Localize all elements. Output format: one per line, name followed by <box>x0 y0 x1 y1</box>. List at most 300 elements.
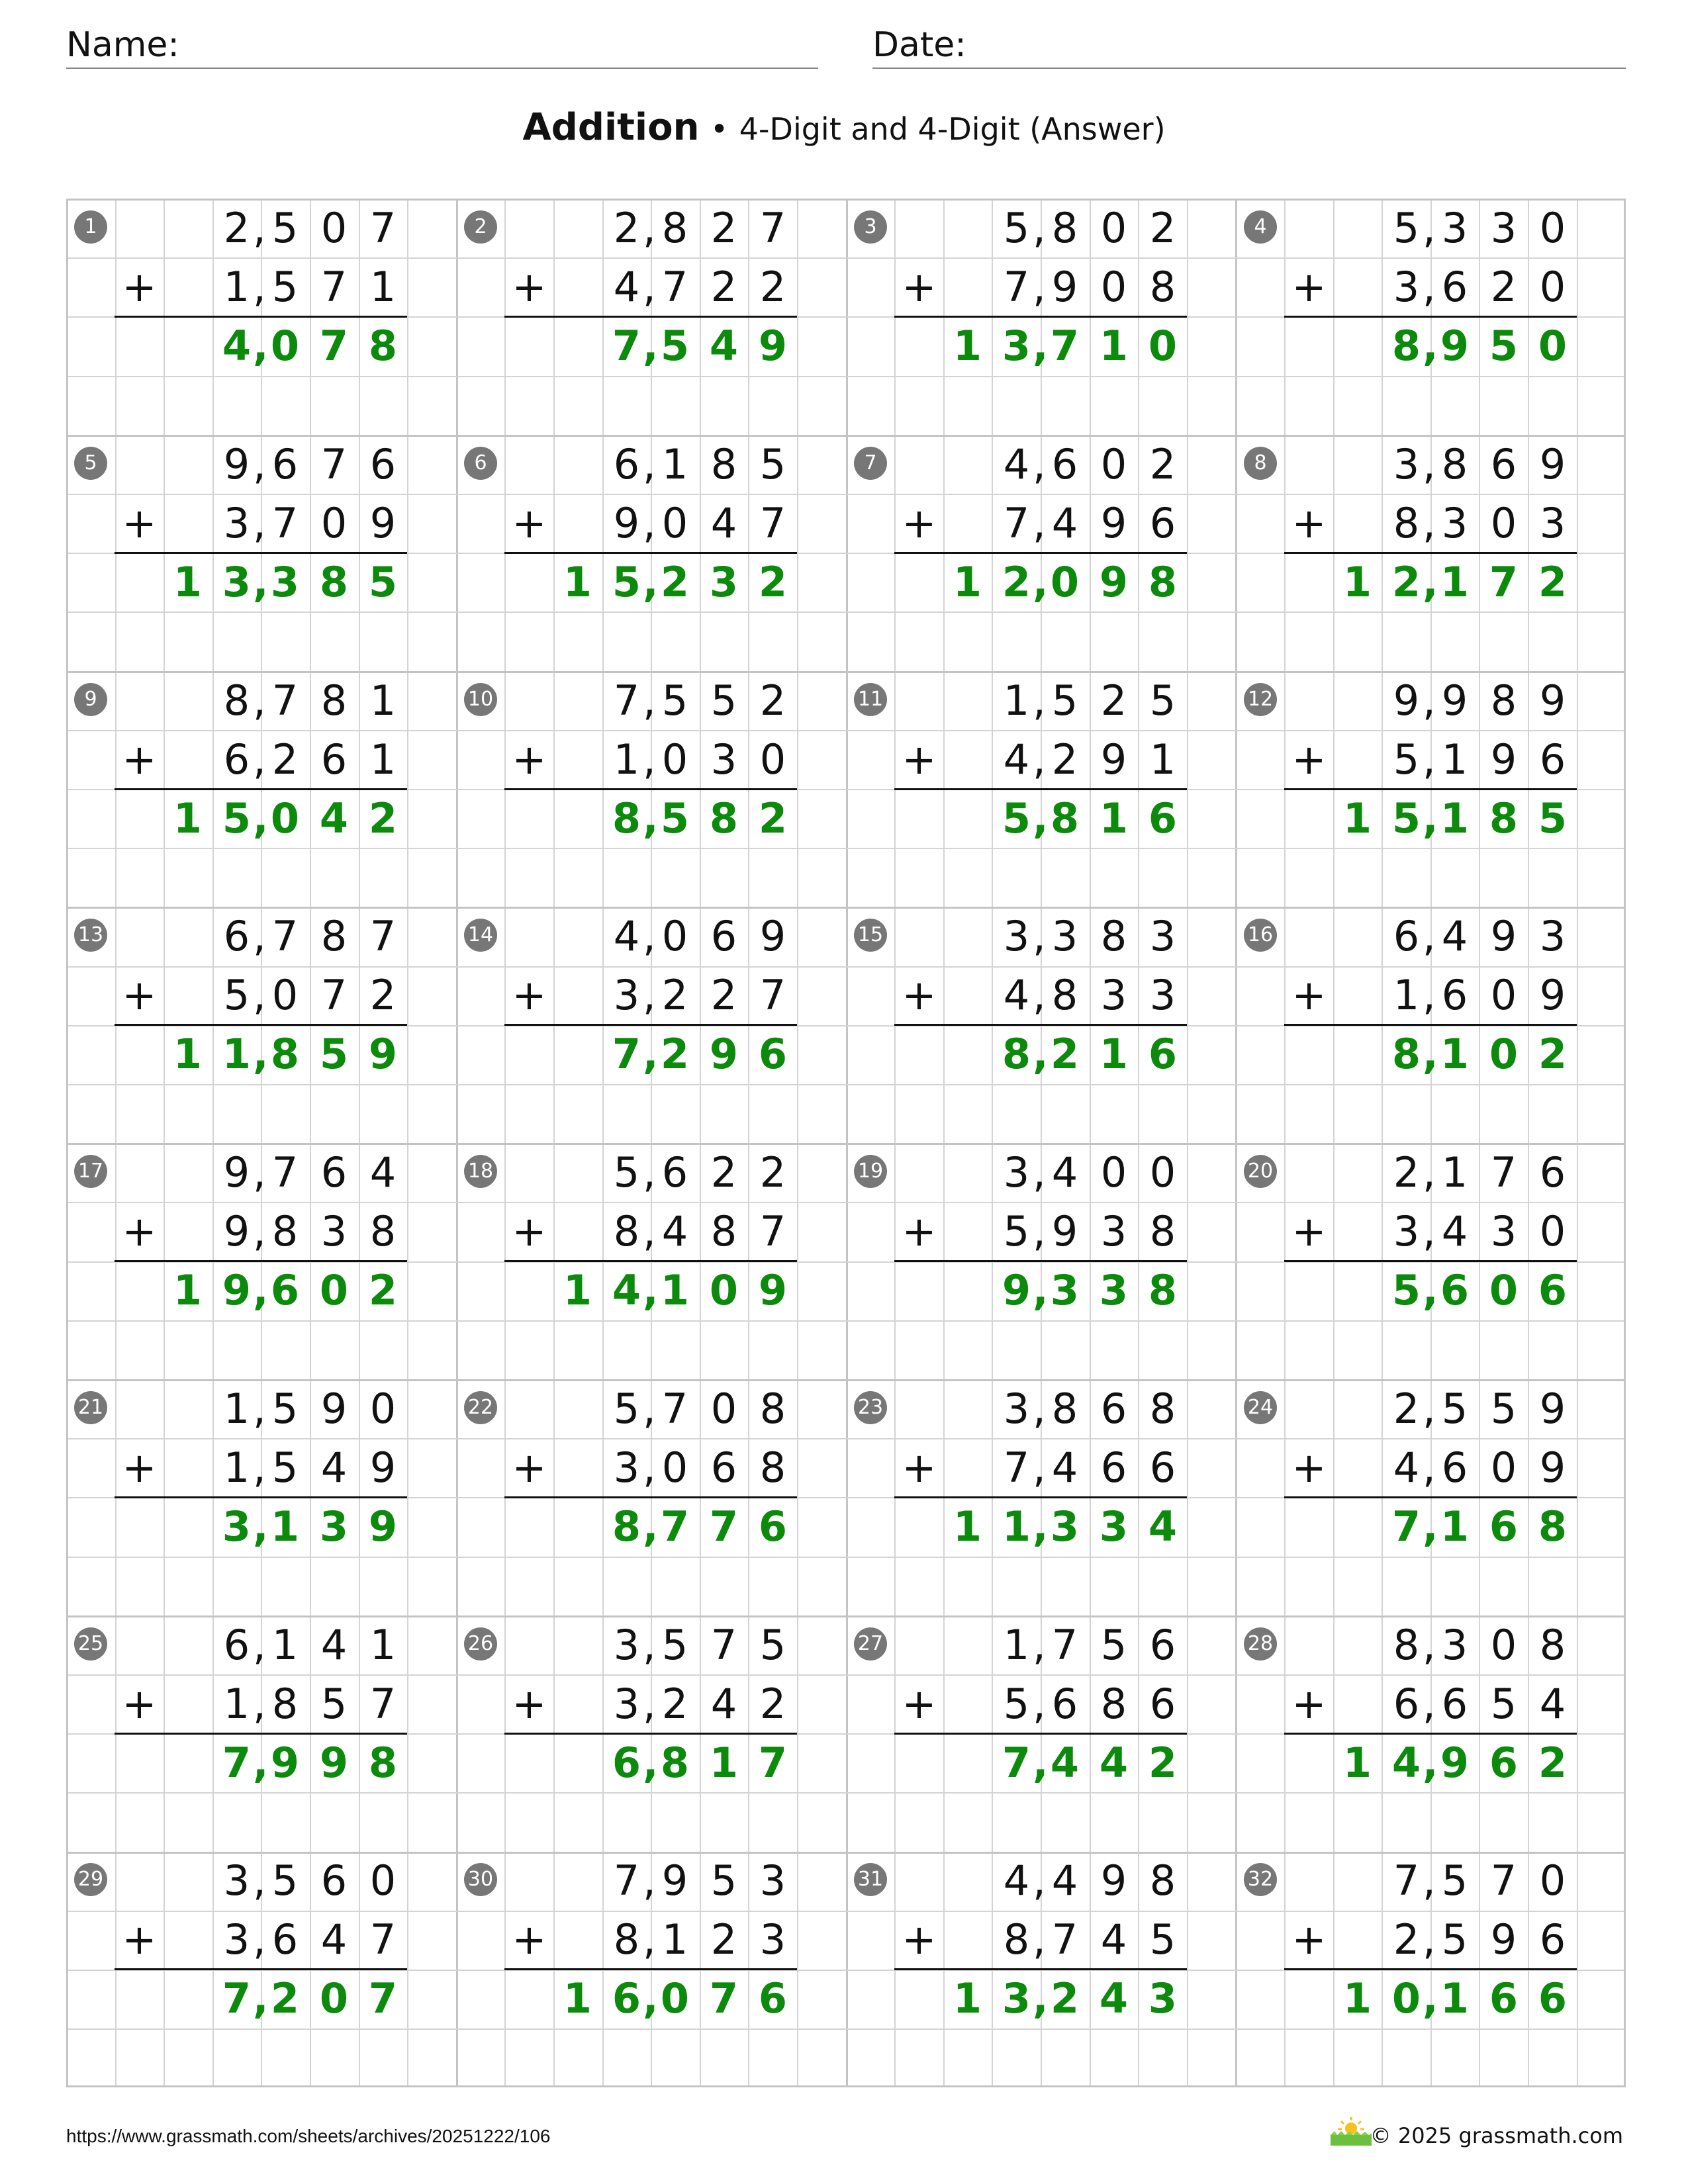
digit: 1 <box>1003 1621 1030 1669</box>
addend-top <box>846 1851 1236 1910</box>
digit: 1 <box>1003 676 1030 725</box>
digit: 7 <box>222 1974 252 2023</box>
problem-6 <box>456 435 846 670</box>
plus-sign: + <box>512 1915 547 1964</box>
thousands-comma: , <box>643 1621 656 1669</box>
thousands-comma: , <box>253 1856 266 1905</box>
digit: 9 <box>1539 440 1566 488</box>
digit: 7 <box>710 1621 737 1669</box>
digit: 5 <box>271 204 299 252</box>
digit: 5 <box>660 322 690 370</box>
thousands-comma: , <box>253 204 266 252</box>
digit: 1 <box>223 263 250 311</box>
digit: 8 <box>1003 1915 1030 1964</box>
digit: 7 <box>319 322 349 370</box>
thousands-comma: , <box>253 1266 269 1314</box>
problem-number-badge: 15 <box>854 919 887 952</box>
addend-bottom <box>456 1674 846 1733</box>
answer-sum <box>846 1024 1236 1083</box>
problem-number-badge: 9 <box>74 683 107 716</box>
problem-grid <box>66 199 1626 2087</box>
digit: 2 <box>759 1148 786 1197</box>
problem-16 <box>1236 907 1626 1142</box>
digit: 6 <box>1539 1148 1566 1197</box>
thousands-comma: , <box>643 1680 656 1728</box>
digit: 7 <box>1489 558 1519 606</box>
digit: 3 <box>1051 912 1078 960</box>
digit: 0 <box>1490 1443 1517 1492</box>
digit: 9 <box>1440 1739 1470 1787</box>
addend-top <box>456 1143 846 1202</box>
thousands-comma: , <box>1033 912 1046 960</box>
date-line[interactable] <box>872 68 1626 69</box>
problem-7 <box>846 435 1236 670</box>
thousands-comma: , <box>1033 1856 1046 1905</box>
digit: 3 <box>1050 1266 1080 1314</box>
answer-sum <box>846 1497 1236 1556</box>
digit: 1 <box>1342 794 1372 842</box>
thousands-comma: , <box>1033 1974 1049 2023</box>
digit: 0 <box>661 1443 688 1492</box>
digit: 5 <box>661 676 688 725</box>
addend-top <box>456 1851 846 1910</box>
problem-number-badge: 6 <box>464 447 497 480</box>
digit: 0 <box>661 735 688 784</box>
date-label: Date: <box>872 25 966 65</box>
digit: 1 <box>271 1621 299 1669</box>
digit: 1 <box>1342 1974 1372 2023</box>
thousands-comma: , <box>643 1148 656 1197</box>
digit: 5 <box>1003 204 1030 252</box>
digit: 3 <box>1099 1502 1129 1551</box>
digit: 2 <box>661 971 688 1019</box>
digit: 0 <box>1100 263 1127 311</box>
thousands-comma: , <box>643 676 656 725</box>
digit: 2 <box>1100 676 1127 725</box>
digit: 3 <box>270 558 300 606</box>
digit: 8 <box>1148 1266 1178 1314</box>
problem-22 <box>456 1379 846 1615</box>
digit: 5 <box>1393 735 1420 784</box>
digit: 2 <box>1148 1739 1178 1787</box>
digit: 7 <box>369 204 397 252</box>
addend-top <box>1236 671 1626 730</box>
digit: 8 <box>270 1030 300 1078</box>
digit: 4 <box>1051 499 1078 547</box>
plus-sign: + <box>902 1915 937 1964</box>
plus-sign: + <box>512 1443 547 1492</box>
thousands-comma: , <box>253 1621 266 1669</box>
digit: 4 <box>612 1266 641 1314</box>
digit: 3 <box>1003 1385 1030 1433</box>
digit: 7 <box>661 1385 688 1433</box>
digit: 5 <box>1100 1621 1127 1669</box>
digit: 6 <box>1539 1915 1566 1964</box>
digit: 9 <box>222 1266 252 1314</box>
digit: 6 <box>270 1266 300 1314</box>
digit: 7 <box>1003 499 1030 547</box>
digit: 9 <box>270 1739 300 1787</box>
plus-sign: + <box>512 499 547 547</box>
digit: 6 <box>1441 1443 1468 1492</box>
digit: 5 <box>710 1856 737 1905</box>
digit: 4 <box>1393 1443 1420 1492</box>
digit: 5 <box>710 676 737 725</box>
digit: 0 <box>319 1974 349 2023</box>
digit: 6 <box>1148 794 1178 842</box>
digit: 3 <box>1100 971 1127 1019</box>
plus-sign: + <box>1291 1207 1327 1255</box>
addend-top <box>456 435 846 494</box>
problem-number-badge: 5 <box>74 447 107 480</box>
digit: 3 <box>613 971 640 1019</box>
digit: 2 <box>1393 1915 1420 1964</box>
answer-sum <box>456 1969 846 2028</box>
digit: 1 <box>173 558 203 606</box>
thousands-comma: , <box>643 1915 656 1964</box>
digit: 4 <box>1441 912 1468 960</box>
thousands-comma: , <box>1033 794 1049 842</box>
worksheet-title <box>0 106 1688 149</box>
digit: 3 <box>613 1621 640 1669</box>
answer-sum <box>846 1733 1236 1792</box>
name-label: Name: <box>66 25 179 65</box>
digit: 8 <box>759 1385 786 1433</box>
problem-28 <box>1236 1615 1626 1851</box>
digit: 1 <box>1441 735 1468 784</box>
digit: 4 <box>320 1443 348 1492</box>
digit: 1 <box>173 794 203 842</box>
problem-8 <box>1236 435 1626 670</box>
digit: 4 <box>1003 1856 1030 1905</box>
thousands-comma: , <box>1423 912 1436 960</box>
digit: 8 <box>368 322 398 370</box>
thousands-comma: , <box>1033 1443 1046 1492</box>
thousands-comma: , <box>253 1739 269 1787</box>
plus-sign: + <box>122 1207 157 1255</box>
addend-bottom <box>66 966 456 1024</box>
digit: 7 <box>1051 1915 1078 1964</box>
thousands-comma: , <box>1033 499 1046 547</box>
problem-number-badge: 22 <box>464 1391 497 1424</box>
digit: 9 <box>1490 912 1517 960</box>
digit: 1 <box>1002 1502 1031 1551</box>
addend-bottom <box>66 257 456 316</box>
problem-12 <box>1236 671 1626 907</box>
addend-top <box>456 1379 846 1438</box>
digit: 9 <box>1100 735 1127 784</box>
thousands-comma: , <box>1423 1739 1438 1787</box>
digit: 1 <box>223 1680 250 1728</box>
thousands-comma: , <box>643 322 659 370</box>
digit: 1 <box>953 322 982 370</box>
digit: 8 <box>1149 1207 1176 1255</box>
addend-top <box>456 1615 846 1674</box>
digit: 7 <box>320 971 348 1019</box>
thousands-comma: , <box>1423 263 1436 311</box>
digit: 7 <box>661 263 688 311</box>
digit: 0 <box>1490 1621 1517 1669</box>
digit: 7 <box>1003 1443 1030 1492</box>
thousands-comma: , <box>253 735 266 784</box>
digit: 3 <box>1539 499 1566 547</box>
digit: 3 <box>1393 263 1420 311</box>
thousands-comma: , <box>1033 971 1046 1019</box>
digit: 2 <box>710 263 737 311</box>
digit: 7 <box>369 1680 397 1728</box>
digit: 6 <box>710 1443 737 1492</box>
digit: 9 <box>1051 1207 1078 1255</box>
problem-9 <box>66 671 456 907</box>
thousands-comma: , <box>253 499 266 547</box>
answer-sum <box>66 1733 456 1792</box>
thousands-comma: , <box>253 1030 269 1078</box>
digit: 0 <box>270 322 300 370</box>
answer-sum <box>66 1969 456 2028</box>
digit: 8 <box>1490 676 1517 725</box>
digit: 0 <box>1539 263 1566 311</box>
thousands-comma: , <box>253 1207 266 1255</box>
digit: 8 <box>661 204 688 252</box>
addend-bottom <box>66 730 456 789</box>
digit: 2 <box>1538 1030 1568 1078</box>
thousands-comma: , <box>643 1385 656 1433</box>
digit: 2 <box>710 204 737 252</box>
thousands-comma: , <box>1033 1680 1046 1728</box>
digit: 7 <box>271 1148 299 1197</box>
digit: 8 <box>223 676 250 725</box>
answer-sum <box>846 1969 1236 2028</box>
digit: 0 <box>710 1385 737 1433</box>
answer-sum <box>1236 1261 1626 1320</box>
digit: 4 <box>661 1207 688 1255</box>
plus-sign: + <box>1291 735 1327 784</box>
digit: 9 <box>369 499 397 547</box>
digit: 9 <box>1099 558 1129 606</box>
problem-15 <box>846 907 1236 1142</box>
addend-top <box>1236 1143 1626 1202</box>
digit: 4 <box>1099 1974 1129 2023</box>
digit: 6 <box>1148 1030 1178 1078</box>
digit: 8 <box>1050 794 1080 842</box>
problem-number-badge: 8 <box>1244 447 1277 480</box>
problem-2 <box>456 199 846 434</box>
digit: 6 <box>1441 971 1468 1019</box>
thousands-comma: , <box>643 971 656 1019</box>
digit: 0 <box>1050 558 1080 606</box>
answer-sum <box>66 1497 456 1556</box>
plus-sign: + <box>122 499 157 547</box>
digit: 9 <box>223 440 250 488</box>
digit: 6 <box>1393 912 1420 960</box>
thousands-comma: , <box>253 322 269 370</box>
digit: 7 <box>759 1207 786 1255</box>
digit: 8 <box>320 676 348 725</box>
digit: 3 <box>223 499 250 547</box>
digit: 4 <box>709 322 739 370</box>
digit: 6 <box>758 1974 788 2023</box>
digit: 2 <box>368 1266 398 1314</box>
digit: 9 <box>369 1443 397 1492</box>
plus-sign: + <box>1291 971 1327 1019</box>
addend-top <box>846 1379 1236 1438</box>
digit: 7 <box>709 1502 739 1551</box>
digit: 2 <box>1149 440 1176 488</box>
digit: 9 <box>1490 1915 1517 1964</box>
problem-number-badge: 24 <box>1244 1391 1277 1424</box>
digit: 6 <box>1051 1680 1078 1728</box>
digit: 9 <box>1539 1443 1566 1492</box>
answer-sum <box>66 1261 456 1320</box>
digit: 1 <box>563 558 592 606</box>
digit: 8 <box>1489 794 1519 842</box>
problem-number-badge: 12 <box>1244 683 1277 716</box>
plus-sign: + <box>902 1443 937 1492</box>
thousands-comma: , <box>1423 558 1438 606</box>
digit: 3 <box>709 558 739 606</box>
thousands-comma: , <box>253 1915 266 1964</box>
digit: 5 <box>1149 1915 1176 1964</box>
digit: 3 <box>1393 440 1420 488</box>
addend-bottom <box>1236 1438 1626 1497</box>
addend-top <box>456 907 846 966</box>
addend-top <box>846 435 1236 494</box>
digit: 9 <box>1051 263 1078 311</box>
digit: 6 <box>320 735 348 784</box>
digit: 5 <box>271 1443 299 1492</box>
addend-top <box>66 1143 456 1202</box>
digit: 0 <box>1391 1974 1421 2023</box>
digit: 8 <box>1393 1621 1420 1669</box>
digit: 1 <box>1149 735 1176 784</box>
digit: 0 <box>369 1385 397 1433</box>
digit: 8 <box>368 1739 398 1787</box>
digit: 9 <box>1393 676 1420 725</box>
digit: 7 <box>271 676 299 725</box>
problem-number-badge: 26 <box>464 1627 497 1661</box>
thousands-comma: , <box>253 558 269 606</box>
thousands-comma: , <box>1033 1502 1049 1551</box>
addend-top <box>456 199 846 257</box>
digit: 4 <box>320 1915 348 1964</box>
thousands-comma: , <box>1423 676 1436 725</box>
thousands-comma: , <box>253 263 266 311</box>
problem-number-badge: 31 <box>854 1863 887 1896</box>
digit: 9 <box>1441 676 1468 725</box>
digit: 8 <box>1441 440 1468 488</box>
addend-top <box>1236 1615 1626 1674</box>
digit: 1 <box>223 1385 250 1433</box>
plus-sign: + <box>512 1207 547 1255</box>
addend-bottom <box>846 1438 1236 1497</box>
thousands-comma: , <box>1033 322 1049 370</box>
plus-sign: + <box>512 735 547 784</box>
digit: 4 <box>613 912 640 960</box>
thousands-comma: , <box>1423 499 1436 547</box>
digit: 7 <box>1050 322 1080 370</box>
digit: 4 <box>1539 1680 1566 1728</box>
digit: 3 <box>1003 1148 1030 1197</box>
answer-sum <box>1236 1024 1626 1083</box>
digit: 7 <box>709 1974 739 2023</box>
digit: 8 <box>1051 1385 1078 1433</box>
digit: 5 <box>368 558 398 606</box>
problem-number-badge: 30 <box>464 1863 497 1896</box>
thousands-comma: , <box>643 1030 659 1078</box>
digit: 5 <box>1051 676 1078 725</box>
problem-number-badge: 17 <box>74 1155 107 1188</box>
digit: 1 <box>563 1974 592 2023</box>
addend-top <box>1236 435 1626 494</box>
problem-19 <box>846 1143 1236 1379</box>
digit: 3 <box>1149 971 1176 1019</box>
digit: 6 <box>1538 1266 1568 1314</box>
digit: 6 <box>223 912 250 960</box>
addend-bottom <box>846 966 1236 1024</box>
title-main: Addition <box>522 106 700 149</box>
digit: 8 <box>613 1207 640 1255</box>
thousands-comma: , <box>1423 794 1438 842</box>
digit: 9 <box>1440 322 1470 370</box>
digit: 5 <box>1490 1680 1517 1728</box>
name-line[interactable] <box>66 68 818 69</box>
problem-number-badge: 21 <box>74 1391 107 1424</box>
digit: 0 <box>1489 1030 1519 1078</box>
problem-4 <box>1236 199 1626 434</box>
addend-bottom <box>846 1674 1236 1733</box>
answer-sum <box>66 1024 456 1083</box>
addend-bottom <box>846 1202 1236 1261</box>
digit: 5 <box>1441 1915 1468 1964</box>
grass-sun-logo-icon <box>1329 2115 1373 2147</box>
problem-26 <box>456 1615 846 1851</box>
thousands-comma: , <box>643 912 656 960</box>
problem-number-badge: 25 <box>74 1627 107 1661</box>
digit: 5 <box>1003 1207 1030 1255</box>
digit: 7 <box>1002 1739 1031 1787</box>
digit: 5 <box>661 1621 688 1669</box>
digit: 7 <box>759 499 786 547</box>
digit: 7 <box>271 499 299 547</box>
digit: 4 <box>710 499 737 547</box>
thousands-comma: , <box>253 676 266 725</box>
digit: 0 <box>709 1266 739 1314</box>
digit: 1 <box>223 1443 250 1492</box>
digit: 6 <box>1051 440 1078 488</box>
digit: 8 <box>1100 912 1127 960</box>
digit: 3 <box>320 1207 348 1255</box>
digit: 1 <box>1441 1148 1468 1197</box>
addend-top <box>66 907 456 966</box>
digit: 5 <box>1538 794 1568 842</box>
digit: 4 <box>319 794 349 842</box>
digit: 8 <box>319 558 349 606</box>
digit: 3 <box>1490 204 1517 252</box>
digit: 1 <box>173 1030 203 1078</box>
digit: 0 <box>1489 1266 1519 1314</box>
thousands-comma: , <box>1423 1207 1436 1255</box>
digit: 3 <box>1100 1207 1127 1255</box>
digit: 0 <box>1100 440 1127 488</box>
digit: 4 <box>1391 1739 1421 1787</box>
digit: 3 <box>1441 1621 1468 1669</box>
digit: 3 <box>319 1502 349 1551</box>
plus-sign: + <box>902 735 937 784</box>
digit: 6 <box>1489 1502 1519 1551</box>
plus-sign: + <box>1291 1915 1327 1964</box>
digit: 9 <box>368 1030 398 1078</box>
answer-sum <box>456 1733 846 1792</box>
